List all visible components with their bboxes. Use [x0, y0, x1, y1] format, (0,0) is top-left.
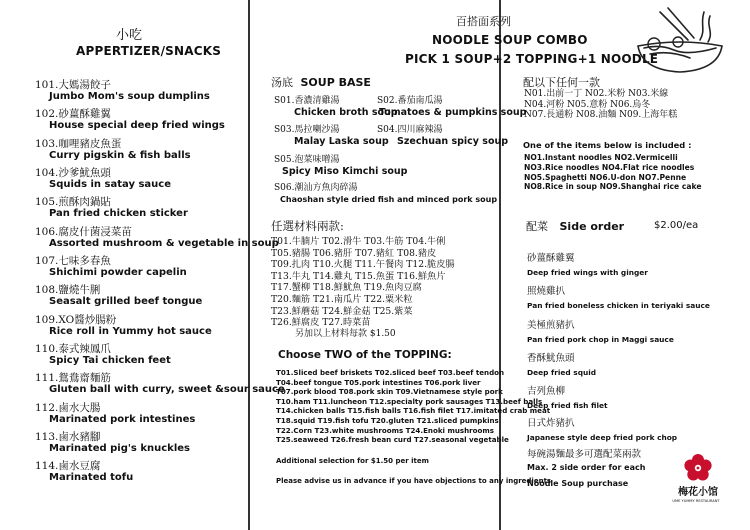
soup-en: Malay Laska soup	[294, 136, 389, 147]
side-heading-en: Side order	[559, 220, 625, 233]
combo-title-cn: 百搭面系列	[456, 15, 511, 28]
topping-row: T01.牛腩片 T02.滑牛 T03.牛筋 T04.牛俐	[271, 236, 446, 247]
list-item	[35, 255, 187, 279]
soup-heading-cn: 汤底	[271, 76, 293, 89]
list-item	[35, 314, 212, 338]
toppings-en-extra: Additional selection for $1.50 per item	[276, 457, 429, 465]
list-item	[35, 108, 225, 132]
logo-name-en: UME YUMMY RESTAURANT	[672, 499, 720, 503]
soup-en: Szechuan spicy soup	[397, 136, 509, 147]
noodle-row: N04.河粉 N05.意粉 N06.烏冬	[524, 99, 651, 110]
item-cn: 105.煎酥肉鍋貼	[35, 196, 111, 208]
list-item	[35, 196, 188, 220]
list-item	[35, 284, 202, 308]
list-item	[527, 250, 648, 277]
side-en: Japanese style deep fried pork chop	[527, 433, 678, 442]
noodle-row: NO5.Spaghetti NO6.U-don NO7.Penne	[524, 172, 687, 182]
item-en: Marinated pig's knuckles	[49, 443, 190, 454]
side-en: Deep fried fish filet	[527, 401, 608, 410]
list-item	[527, 283, 710, 310]
item-en: Marinated pork intestines	[49, 414, 196, 425]
soup-heading-en: SOUP BASE	[300, 76, 371, 89]
list-item	[35, 226, 279, 250]
appetizer-title-en: APPERTIZER/SNACKS	[76, 44, 222, 58]
list-item	[274, 183, 497, 205]
noodle-row: NO8.Rice in soup NO9.Shanghai rice cake	[524, 182, 702, 192]
list-item	[274, 155, 407, 177]
toppings-en-heading: Choose TWO of the TOPPING:	[278, 349, 452, 361]
side-cn: 日式炸豬扒	[527, 418, 575, 429]
soup-cn: S03.馬拉喇沙湯	[274, 125, 340, 135]
list-item	[35, 79, 210, 103]
list-item	[377, 125, 508, 147]
soup-cn: S05.泡菜味噌湯	[274, 155, 340, 165]
list-item	[35, 343, 171, 367]
item-cn: 109.XO醬炒腸粉	[35, 314, 117, 326]
soup-base-heading	[271, 74, 371, 90]
item-en: Shichimi powder capelin	[49, 267, 187, 278]
item-cn: 113.鹵水豬腳	[35, 431, 101, 443]
item-cn: 107.七味多春魚	[35, 255, 111, 267]
soup-en: Chicken broth soup	[294, 107, 398, 118]
noodle-en-list	[524, 153, 701, 192]
list-item	[527, 383, 608, 410]
plum-blossom-icon	[683, 453, 713, 483]
side-order-price: $2.00/ea	[654, 220, 699, 231]
restaurant-logo	[672, 453, 720, 513]
appetizer-title-cn: 小吃	[116, 28, 143, 43]
side-heading-cn: 配菜	[526, 220, 548, 233]
item-en: Marinated tofu	[49, 472, 134, 483]
soup-en: Spicy Miso Kimchi soup	[282, 166, 408, 177]
topping-row: T01.Sliced beef briskets T02.sliced beef T03.beef tendon	[276, 368, 505, 377]
topping-row: T13.牛丸 T14.雞丸 T15.魚蛋 T16.鮮魚片	[271, 270, 446, 282]
soup-cn: S04.四川麻辣湯	[377, 125, 443, 135]
item-en: Squids in satay sauce	[49, 179, 171, 190]
topping-row: T18.squid T19.fish tofu T20.gluten T21.sliced pumpkins	[276, 415, 499, 425]
noodle-row: NO3.Rice noodles NO4.Flat rice noodles	[524, 162, 695, 172]
soup-cn: S02.番茄南瓜湯	[377, 96, 443, 106]
item-cn: 106.腐皮什菌浸菜苗	[35, 226, 132, 238]
item-en: Pan fried chicken sticker	[49, 208, 188, 219]
item-en: Spicy Tai chicken feet	[49, 355, 171, 366]
side-cn: 照燒雞扒	[527, 286, 566, 297]
item-en: Assorted mushroom & vegetable in soup	[49, 238, 279, 249]
topping-row: T22.Corn T23.white mushrooms T24.Enoki mushrooms	[276, 425, 495, 435]
side-order-heading	[526, 218, 624, 234]
side-cn: 吉列魚柳	[527, 386, 566, 397]
topping-row: T07.pork blood T08.pork skin T09.Vietnamese style pork	[276, 387, 503, 397]
item-cn: 102.砂薑酥雞翼	[35, 108, 111, 120]
list-item	[35, 138, 191, 162]
topping-row: T04.beef tongue T05.pork intestines T06.pork liver	[276, 377, 481, 387]
divider-left	[248, 0, 250, 530]
soup-cn: S06.潮汕方魚肉碎湯	[274, 183, 358, 193]
item-cn: 110.泰式辣鳳爪	[35, 343, 111, 355]
side-cn: 砂薑酥雞翼	[527, 253, 575, 264]
list-item	[35, 460, 133, 484]
item-cn: 103.咖哩豬皮魚蛋	[35, 138, 122, 150]
side-en: Pan fried pork chop in Maggi sauce	[527, 335, 674, 344]
side-note-cn: 每碗湯麵最多可選配菜兩款	[527, 449, 642, 460]
toppings-en-list	[276, 368, 550, 445]
item-cn: 112.鹵水大腸	[35, 402, 101, 414]
list-item	[35, 402, 195, 426]
soup-en: Tomatoes & pumpkins soup	[379, 107, 527, 118]
item-en: Gluten ball with curry, sweet &sour sauce	[49, 384, 285, 395]
item-cn: 114.鹵水豆腐	[35, 460, 101, 472]
item-en: Rice roll in Yummy hot sauce	[49, 326, 212, 337]
topping-row: T17.蟹柳 T18.鮮魷魚 T19.魚肉豆腐	[271, 282, 422, 294]
item-en: Jumbo Mom's soup dumplins	[49, 91, 210, 102]
topping-row: T20.麵筋 T21.南瓜片 T22.粟米粒	[271, 293, 413, 305]
list-item	[35, 167, 171, 191]
side-en: Deep fried squid	[527, 368, 597, 377]
side-note-en-2: Noodle Soup purchase	[527, 479, 629, 488]
soup-en: Chaoshan style dried fish and minced pork soup	[280, 195, 498, 204]
topping-row: T09.扎肉 T10.火腿 T11.午餐肉 T12.脆皮腸	[271, 259, 455, 271]
topping-row: T14.chicken balls T15.fish balls T16.fish filet T17.imitated crab meat	[276, 406, 551, 416]
list-item	[527, 350, 596, 377]
topping-row: T23.鮮蘑菇 T24.鮮金菇 T25.紫菜	[271, 305, 413, 317]
topping-row: T25.seaweed T26.fresh bean curd T27.seasonal vegetable	[276, 435, 509, 445]
noodle-row: N07.長通粉 N08.油麵 N09.上海年糕	[524, 110, 678, 121]
list-item	[35, 431, 190, 455]
topping-row: T10.ham T11.luncheon T12.specialty pork sausages T13.beef balls	[276, 396, 543, 406]
noodle-row: NO1.Instant noodles NO2.Vermicelli	[524, 153, 678, 162]
list-item	[274, 125, 389, 147]
list-item	[527, 415, 677, 442]
item-en: Seasalt grilled beef tongue	[49, 296, 203, 307]
noodle-bowl-icon	[630, 4, 730, 76]
side-cn: 香酥魷魚頭	[527, 353, 575, 364]
noodle-heading-en: One of the items below is included :	[523, 140, 692, 150]
toppings-cn-extra: 另加以上材料每款 $1.50	[295, 329, 396, 339]
logo-name-cn: 梅花小馆	[678, 487, 718, 498]
item-en: House special deep fried wings	[49, 120, 225, 131]
item-cn: 108.鹽燒牛脷	[35, 284, 101, 296]
soup-cn: S01.香濃清雞湯	[274, 96, 340, 106]
allergy-note: Please advise us in advance if you have objections to any ingredients	[276, 477, 552, 485]
side-en: Pan fried boneless chicken in teriyaki sauce	[527, 301, 710, 310]
noodle-heading-cn: 配以下任何一款	[523, 76, 600, 89]
side-note-en-1: Max. 2 side order for each	[527, 463, 646, 472]
noodle-row: N01.出前一丁 N02.米粉 N03.米線	[524, 89, 669, 99]
item-cn: 101.大媽湯餃子	[35, 79, 111, 91]
topping-row: T05.豬腸 T06.豬肝 T07.豬紅 T08.豬皮	[271, 247, 437, 259]
side-en: Deep fried wings with ginger	[527, 268, 648, 277]
item-en: Curry pigskin & fish balls	[49, 150, 191, 161]
topping-row: T26.鮮腐皮 T27.時菜苗	[271, 317, 371, 329]
combo-subtitle: PICK 1 SOUP+2 TOPPING+1 NOODLE	[405, 52, 659, 66]
divider-right	[499, 0, 501, 530]
item-cn: 104.沙爹魷魚頭	[35, 167, 111, 179]
combo-title-en: NOODLE SOUP COMBO	[432, 33, 588, 47]
list-item	[35, 372, 285, 396]
side-cn: 美極煎豬扒	[527, 320, 575, 331]
list-item	[527, 317, 674, 344]
list-item	[377, 96, 526, 118]
toppings-cn-heading: 任選材料兩款:	[271, 219, 344, 233]
item-cn: 111.鴛鴦齋麵筋	[35, 372, 111, 384]
toppings-cn-list	[271, 236, 455, 329]
noodle-cn-list	[524, 89, 677, 121]
